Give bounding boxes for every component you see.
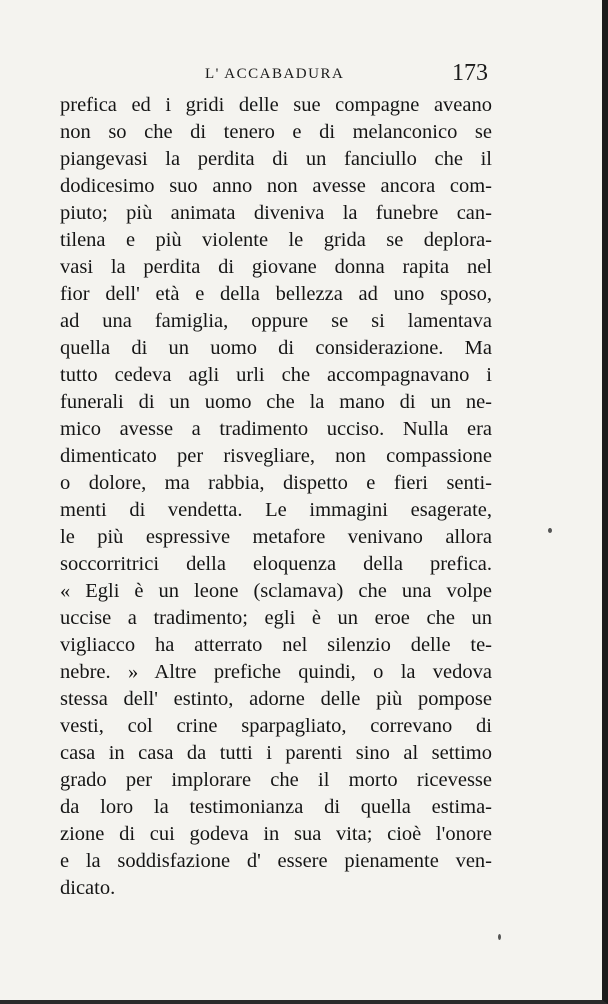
paper-speck bbox=[498, 934, 501, 940]
text-line: le più espressive metafore venivano allora bbox=[60, 526, 492, 548]
text-line: grado per implorare che il morto ricevesse bbox=[60, 769, 492, 791]
text-line: vesti, col crine sparpagliato, correvano di bbox=[60, 715, 492, 737]
body-text bbox=[60, 92, 492, 902]
text-line: fior dell' età e della bellezza ad uno sposo, bbox=[60, 283, 492, 305]
text-line: nebre. » Altre prefiche quindi, o la vedova bbox=[60, 661, 492, 683]
text-line: uccise a tradimento; egli è un eroe che un bbox=[60, 607, 492, 629]
text-line: e la soddisfazione d' essere pienamente ven- bbox=[60, 850, 492, 872]
text-line: vasi la perdita di giovane donna rapita nel bbox=[60, 256, 492, 278]
text-line: funerali di un uomo che la mano di un ne- bbox=[60, 391, 492, 413]
text-line: piuto; più animata diveniva la funebre can- bbox=[60, 202, 492, 224]
text-line: dodicesimo suo anno non avesse ancora com- bbox=[60, 175, 492, 197]
text-line: vigliacco ha atterrato nel silenzio delle te- bbox=[60, 634, 492, 656]
text-line: menti di vendetta. Le immagini esagerate, bbox=[60, 499, 492, 521]
running-title: L' ACCABADURA bbox=[205, 66, 345, 82]
text-line: non so che di tenero e di melanconico se bbox=[60, 121, 492, 143]
text-line: da loro la testimonianza di quella estima- bbox=[60, 796, 492, 818]
page-number: 173 bbox=[452, 60, 488, 86]
text-line: tilena e più violente le grida se deplora- bbox=[60, 229, 492, 251]
text-line: mico avesse a tradimento ucciso. Nulla era bbox=[60, 418, 492, 440]
text-line: quella di un uomo di considerazione. Ma bbox=[60, 337, 492, 359]
text-line: dimenticato per risvegliare, non compassione bbox=[60, 445, 492, 467]
text-line: casa in casa da tutti i parenti sino al settimo bbox=[60, 742, 492, 764]
text-line: tutto cedeva agli urli che accompagnavano i bbox=[60, 364, 492, 386]
text-line: o dolore, ma rabbia, dispetto e fieri senti- bbox=[60, 472, 492, 494]
text-line: ad una famiglia, oppure se si lamentava bbox=[60, 310, 492, 332]
text-line: stessa dell' estinto, adorne delle più pompose bbox=[60, 688, 492, 710]
text-line: dicato. bbox=[60, 877, 116, 899]
paper-speck bbox=[548, 528, 552, 533]
text-line: soccorritrici della eloquenza della prefica. bbox=[60, 553, 492, 575]
running-header bbox=[60, 60, 492, 90]
text-line: prefica ed i gridi delle sue compagne aveano bbox=[60, 94, 492, 116]
text-line: zione di cui godeva in sua vita; cioè l'onore bbox=[60, 823, 492, 845]
text-line: « Egli è un leone (sclamava) che una volpe bbox=[60, 580, 492, 602]
text-line: piangevasi la perdita di un fanciullo che il bbox=[60, 148, 492, 170]
